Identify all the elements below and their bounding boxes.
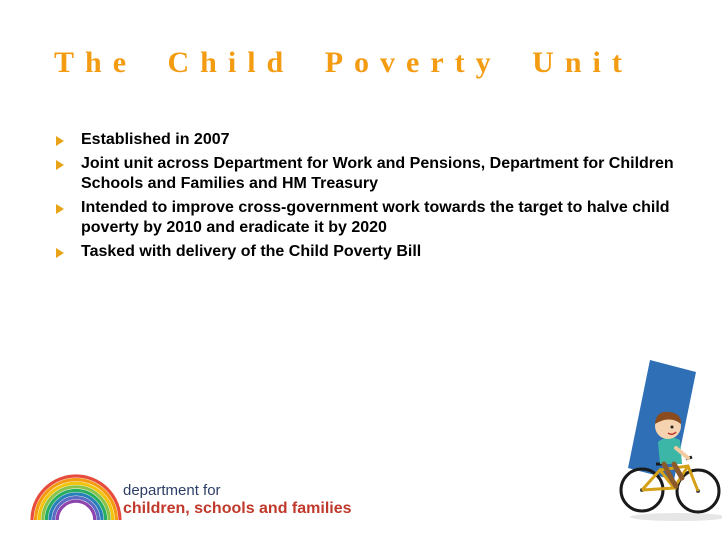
rainbow-arc (57, 501, 95, 520)
logo-line-children: children, schools and families (123, 500, 352, 517)
bullet-text: Established in 2007 (81, 131, 230, 148)
slide-title: The Child Poverty Unit (54, 46, 633, 79)
bullet-item (52, 198, 702, 238)
bullet-item (52, 154, 702, 194)
bullet-list (52, 130, 702, 266)
triangle-bullet-icon (56, 160, 64, 170)
bullet-text: Joint unit across Department for Work and Pensions, Department for Children Schools and Families and HM Treasury (81, 155, 674, 192)
triangle-bullet-icon (56, 204, 64, 214)
dcsf-logo (30, 472, 370, 522)
logo-line-department: department for (123, 482, 221, 499)
ground-shadow (630, 513, 722, 521)
bullet-item (52, 242, 702, 262)
triangle-bullet-icon (56, 248, 64, 258)
bullet-text: Intended to improve cross-government work towards the target to halve child poverty by 2010 and eradicate it by 2020 (81, 199, 670, 236)
triangle-bullet-icon (56, 136, 64, 146)
rainbow-logo-icon (30, 472, 122, 522)
bullet-item (52, 130, 702, 150)
bullet-text: Tasked with delivery of the Child Poverty Bill (81, 243, 422, 260)
child-on-bicycle-icon (612, 360, 722, 525)
